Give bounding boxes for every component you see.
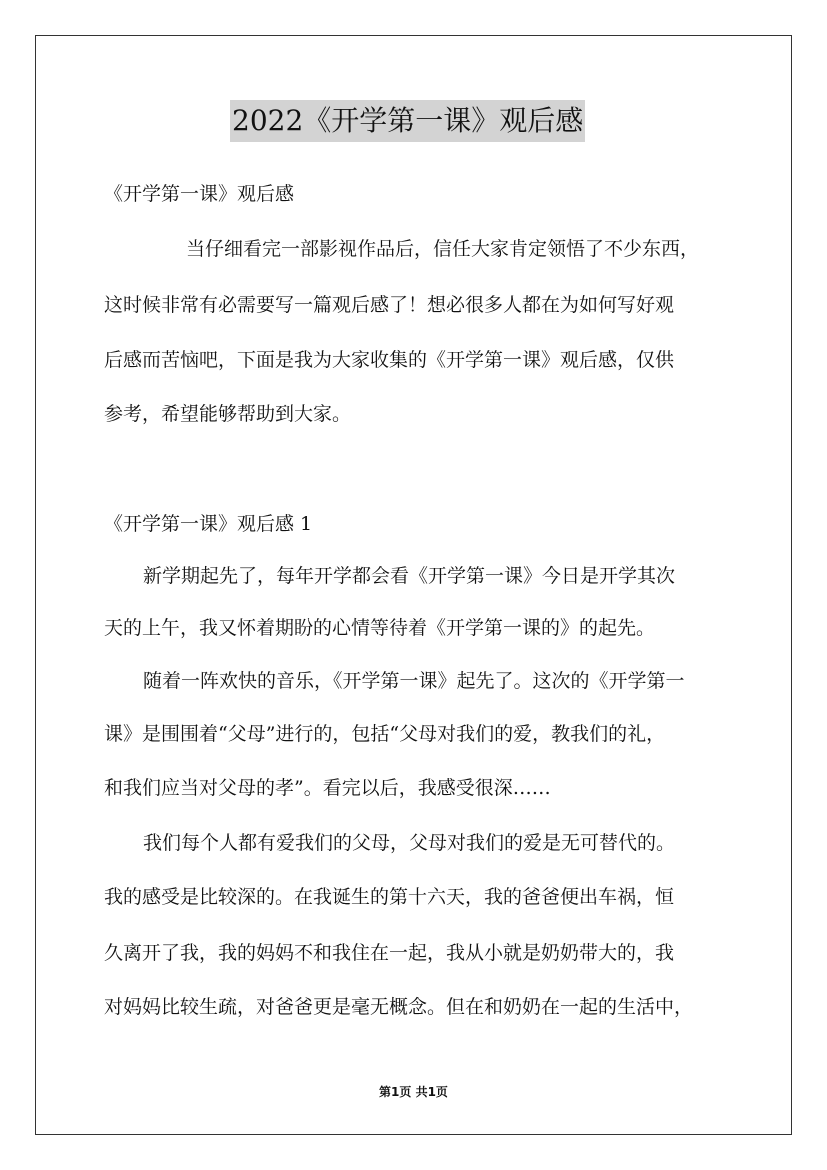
- body-line: 随着一阵欢快的音乐，《开学第一课》起先了。这次的《开学第一: [143, 670, 685, 692]
- intro-line: 当仔细看完一部影视作品后，信任大家肯定领悟了不少东西，: [186, 238, 700, 260]
- body-line: 久离开了我，我的妈妈不和我住在一起，我从小就是奶奶带大的，我: [104, 942, 675, 964]
- intro-line: 后感而苦恼吧，下面是我为大家收集的《开学第一课》观后感，仅供: [104, 349, 675, 371]
- body-line: 和我们应当对父母的孝”。看完以后，我感受很深……: [104, 777, 551, 799]
- body-line: 新学期起先了，每年开学都会看《开学第一课》今日是开学其次: [143, 565, 676, 587]
- body-line: 对妈妈比较生疏，对爸爸更是毫无概念。但在和奶奶在一起的生活中，: [104, 996, 694, 1018]
- body-line: 天的上午，我又怀着期盼的心情等待着《开学第一课的》的起先。: [104, 617, 656, 639]
- page-footer: 第1页 共1页: [379, 1085, 448, 1099]
- body-line: 我们每个人都有爱我们的父母，父母对我们的爱是无可替代的。: [143, 832, 676, 854]
- intro-line: 这时候非常有必需要写一篇观后感了！想必很多人都在为如何写好观: [104, 294, 675, 316]
- section-heading: 《开学第一课》观后感 1: [104, 513, 313, 535]
- document-subtitle: 《开学第一课》观后感: [104, 183, 295, 205]
- intro-line: 参考，希望能够帮助到大家。: [104, 403, 352, 425]
- body-line: 我的感受是比较深的。在我诞生的第十六天，我的爸爸便出车祸，恒: [104, 886, 675, 908]
- document-title: 2022《开学第一课》观后感: [230, 100, 585, 142]
- body-line: 课》是围围着“父母”进行的，包括“父母对我们的爱，教我们的礼，: [104, 723, 666, 745]
